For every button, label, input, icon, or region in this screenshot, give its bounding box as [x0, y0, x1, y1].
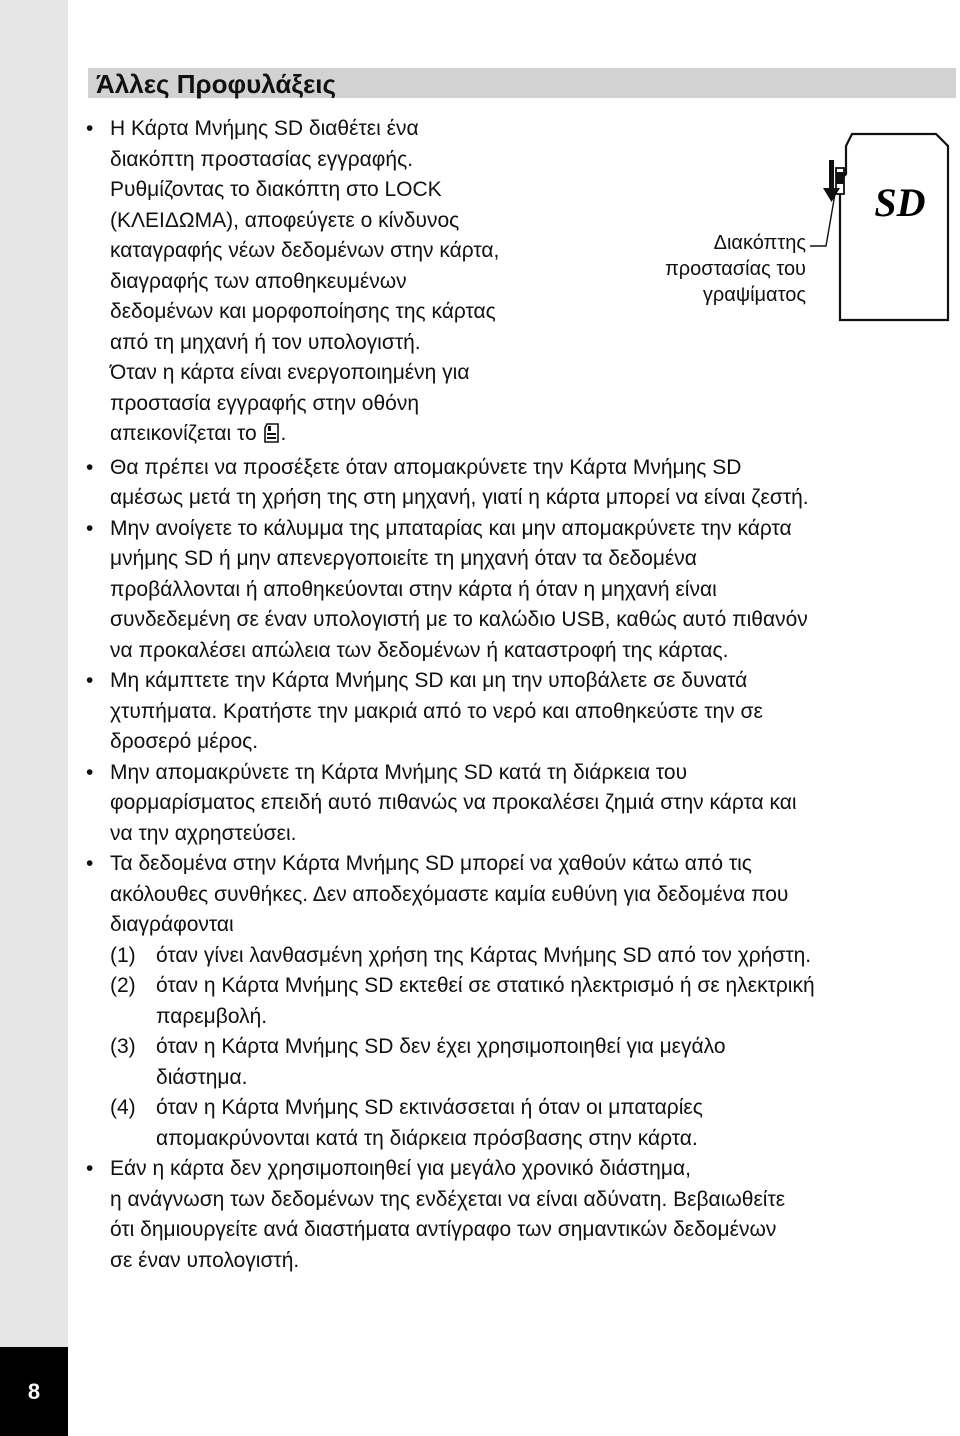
text-line — [110, 419, 815, 453]
bullet-item — [86, 453, 815, 514]
text-line: διαγράφονται — [110, 913, 234, 936]
text-line: φορμαρίσματος επειδή αυτό πιθανώς να προκαλέσει ζημιά στην κάρτα και — [110, 791, 797, 814]
text-line: Μη κάμπτετε την Κάρτα Μνήμης SD και μη την υποβάλετε σε δυνατά — [110, 669, 748, 692]
caption-line: Διακόπτης — [713, 232, 806, 254]
bullet-dot: • — [86, 669, 94, 692]
text-line: η ανάγνωση των δεδομένων της ενδέχεται να είναι αδύνατη. Βεβαιωθείτε — [110, 1187, 786, 1211]
side-strip — [0, 0, 68, 1436]
section-heading-bar — [88, 68, 956, 98]
text-line: αμέσως μετά τη χρήση της στη μηχανή, γιατί η κάρτα μπορεί να είναι ζεστή. — [110, 486, 809, 509]
bullet-dot: • — [86, 117, 94, 140]
page-number: 8 — [0, 1347, 68, 1436]
text-line: απομακρύνονται κατά τη διάρκεια πρόσβασης στην κάρτα. — [156, 1126, 698, 1150]
text-line: καταγραφής νέων δεδομένων στην κάρτα, — [110, 239, 500, 262]
write-protect-icon — [263, 422, 281, 453]
text-line: (ΚΛΕΙΔΩΜΑ), αποφεύγετε ο κίνδυνος — [110, 208, 460, 232]
text-line: διάστημα. — [156, 1065, 248, 1089]
text-line: Μην ανοίγετε το κάλυμμα της μπαταρίας και μην απομακρύνετε την κάρτα — [110, 516, 792, 540]
text-line: ακόλουθες συνθήκες. Δεν αποδεχόμαστε καμία ευθύνη για δεδομένα που — [110, 882, 789, 906]
sub-item-number: (3) — [110, 1035, 136, 1058]
text-line: συνδεδεμένη σε έναν υπολογιστή με το καλώδιο USB, καθώς αυτό πιθανόν — [110, 608, 808, 631]
text-line: όταν η Κάρτα Μνήμης SD εκτεθεί σε στατικό ηλεκτρισμό ή σε ηλεκτρική — [156, 974, 815, 997]
bullet-dot: • — [86, 852, 94, 875]
bullet-dot: • — [86, 760, 94, 784]
sub-item-number: (4) — [110, 1096, 136, 1119]
text-line: δεδομένων και μορφοποίησης της κάρτας — [110, 300, 496, 323]
text-line: Τα δεδομένα στην Κάρτα Μνήμης SD μπορεί να χαθούν κάτω από τις — [110, 852, 752, 875]
bullet-item — [86, 666, 815, 758]
sub-item-number: (2) — [110, 974, 136, 997]
sub-item — [110, 941, 815, 972]
bullet-item — [86, 758, 815, 850]
text-line: όταν γίνει λανθασμένη χρήση της Κάρτας Μνήμης SD από τον χρήστη. — [156, 943, 812, 967]
sub-item — [110, 1093, 815, 1154]
text-line: όταν η Κάρτα Μνήμης SD εκτινάσσεται ή όταν οι μπαταρίες — [156, 1096, 703, 1119]
sub-item-number: (1) — [110, 943, 136, 967]
text-line: από τη μηχανή ή τον υπολογιστή. — [110, 330, 421, 354]
bullet-dot: • — [86, 516, 94, 540]
text-fragment: . — [280, 422, 287, 445]
caption-line: γραψίματος — [702, 284, 806, 306]
text-line: διακόπτη προστασίας εγγραφής. — [110, 147, 414, 171]
text-line: Ρυθμίζοντας το διακόπτη στο LOCK — [110, 178, 442, 201]
sd-logo: SD — [874, 180, 926, 225]
bullet-dot: • — [86, 455, 94, 479]
text-fragment: απεικονίζεται το — [110, 422, 257, 445]
text-line: προβάλλονται ή αποθηκεύονται στην κάρτα ή όταν η μηχανή είναι — [110, 577, 717, 601]
section-title: Άλλες Προφυλάξεις — [96, 69, 337, 99]
text-line: δροσερό μέρος. — [110, 730, 259, 753]
text-line: Όταν η κάρτα είναι ενεργοποιημένη για — [110, 361, 470, 384]
bullet-item — [86, 114, 815, 453]
text-line: να προκαλέσει απώλεια των δεδομένων ή καταστροφή της κάρτας. — [110, 638, 729, 662]
text-line: χτυπήματα. Κρατήστε την μακριά από το νερό και αποθηκεύστε την σε — [110, 699, 763, 723]
precautions-list — [86, 114, 815, 1276]
text-line: προστασία εγγραφής στην οθόνη — [110, 391, 420, 415]
text-line: σε έναν υπολογιστή. — [110, 1248, 300, 1272]
text-line: μνήμης SD ή μην απενεργοποιείτε τη μηχανή όταν τα δεδομένα — [110, 547, 697, 570]
text-line: Θα πρέπει να προσέξετε όταν απομακρύνετε την Κάρτα Μνήμης SD — [110, 455, 742, 479]
text-line: ότι δημιουργείτε ανά διαστήματα αντίγραφο των σημαντικών δεδομένων — [110, 1218, 777, 1241]
caption-line: προστασίας του — [664, 258, 806, 280]
text-line: Μην απομακρύνετε τη Κάρτα Μνήμης SD κατά τη διάρκεια του — [110, 760, 688, 784]
text-line: όταν η Κάρτα Μνήμης SD δεν έχει χρησιμοποιηθεί για μεγάλο — [156, 1035, 726, 1058]
sub-item — [110, 971, 815, 1032]
text-line: Εάν η κάρτα δεν χρησιμοποιηθεί για μεγάλο χρονικό διάστημα, — [110, 1157, 691, 1180]
bullet-item — [86, 514, 815, 667]
bullet-item — [86, 849, 815, 1154]
sub-item — [110, 1032, 815, 1093]
text-line: να την αχρηστεύσει. — [110, 821, 297, 845]
text-line: παρεμβολή. — [156, 1004, 268, 1028]
bullet-dot: • — [86, 1157, 94, 1180]
text-line: Η Κάρτα Μνήμης SD διαθέτει ένα — [110, 117, 419, 140]
text-line: διαγραφής των αποθηκευμένων — [110, 269, 407, 293]
bullet-item — [86, 1154, 815, 1276]
